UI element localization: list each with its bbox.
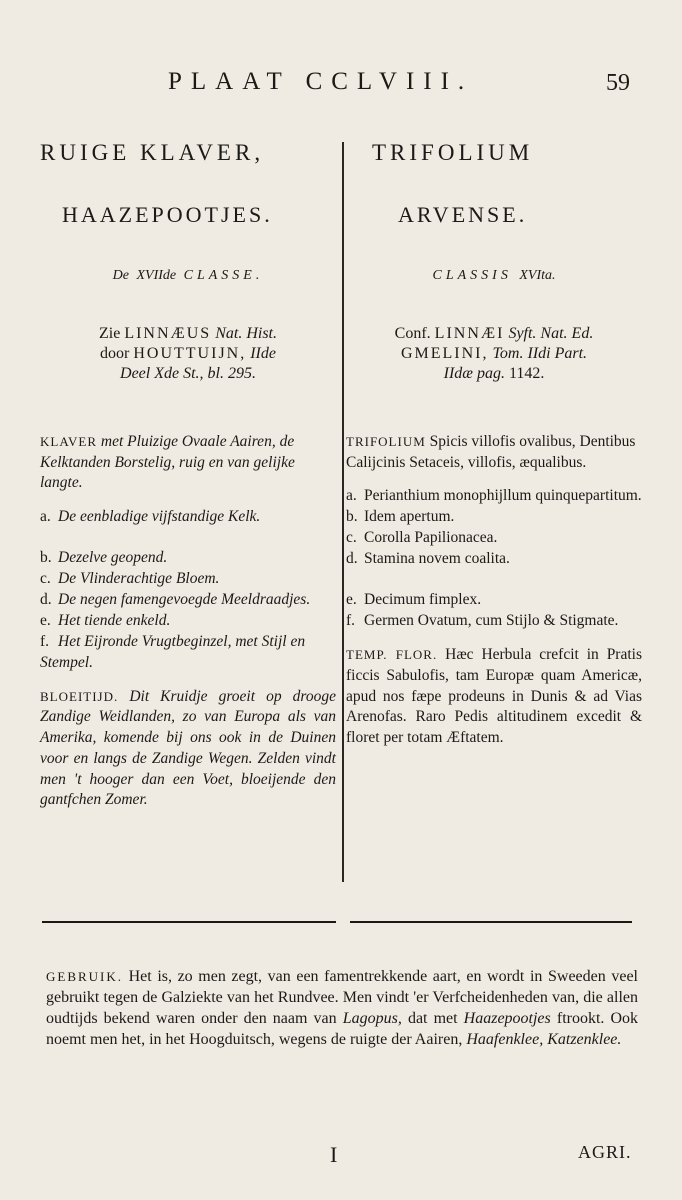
list-item: f. Het Eijronde Vrugtbeginzel, met Stijl en Stempel.	[40, 632, 306, 671]
signature-mark: I	[330, 1142, 338, 1167]
dutch-column	[40, 138, 336, 811]
right-rule	[350, 921, 632, 923]
left-rule	[42, 921, 336, 923]
latin-title-line1: TRIFOLIUM	[372, 140, 534, 165]
latin-description: TRIFOLIUM Spicis villofis ovalibus, Dentibus Calijcinis Setaceis, villofis, æqualibus.	[346, 433, 636, 471]
latin-classe: CLASSIS XVIta.	[432, 268, 556, 283]
dutch-figure-list	[40, 506, 336, 673]
page-number: 59	[606, 70, 630, 96]
dutch-title-line1: RUIGE KLAVER,	[40, 140, 265, 165]
list-item: b. Idem apertum.	[346, 508, 455, 525]
dutch-description: KLAVER met Pluizige Ovaale Aairen, de Kelktanden Borstelig, ruig en van gelijke langte.	[40, 433, 295, 491]
latin-flowering: TEMP. FLOR. Hæc Herbula crefcit in Pratis ficcis Sabulofis, tam Europæ quam Americæ, apud nos fæpe prodeuns in Dunis & ad Vias Arenofas. Raro Pedis altitudinem excedit & floret per totam Æftatem.	[346, 646, 642, 747]
latin-figure-list	[346, 485, 642, 631]
dutch-flowering: BLOEITIJD. Dit Kruidje groeit op drooge Zandige Weidlanden, zo van Europa als van Amerika, komende bij ons ook in de Duinen voor en langs de Zandige Wegen. Zelden vindt men 't hooger dan een Voet, bloeijende den gantfchen Zomer.	[40, 687, 336, 809]
dutch-reference: Zie LINNÆUS Nat. Hist. door HOUTTUIJN, IIde Deel Xde St., bl. 295.	[98, 325, 277, 382]
list-item: c. De Vlinderachtige Bloem.	[40, 569, 220, 587]
usage-paragraph: GEBRUIK. Het is, zo men zegt, van een famentrekkende aart, en wordt in Sweeden veel gebruikt tegen de Galziekte van het Rundvee. Men vindt 'er Verfcheidenheden van, die allen oudtijds bekend waren onder den naam van Lagopus, dat met Haazepootjes ftrookt. Ook noemt men het, in het Hoogduitsch, wegens de ruigte der Aairen, Haafenklee, Katzenklee.	[46, 968, 639, 1048]
latin-reference: Conf. LINNÆI Syft. Nat. Ed. GMELINI, Tom. IIdi Part. IIdæ pag. 1142.	[394, 325, 594, 382]
latin-column	[346, 138, 642, 749]
list-item: d. De negen famengevoegde Meeldraadjes.	[40, 590, 311, 608]
column-divider	[342, 142, 344, 882]
list-item: e. Decimum fimplex.	[346, 591, 482, 608]
list-item: f. Germen Ovatum, cum Stijlo & Stigmate.	[346, 612, 619, 629]
dutch-title-line2: HAAZEPOOTJES.	[62, 202, 273, 227]
catchword: AGRI.	[578, 1142, 632, 1162]
list-item: e. Het tiende enkeld.	[40, 611, 171, 629]
list-item: c. Corolla Papilionacea.	[346, 529, 498, 546]
running-title: PLAAT CCLVIII.	[168, 68, 474, 95]
list-item: b. Dezelve geopend.	[40, 548, 168, 566]
latin-title-line2: ARVENSE.	[398, 202, 528, 227]
list-item: a. De eenbladige vijfstandige Kelk.	[40, 507, 261, 525]
dutch-classe: De XVIIde CLASSE.	[112, 268, 264, 283]
list-item: a. Perianthium monophijllum quinquepartitum.	[346, 487, 642, 504]
list-item: d. Stamina novem coalita.	[346, 550, 510, 567]
